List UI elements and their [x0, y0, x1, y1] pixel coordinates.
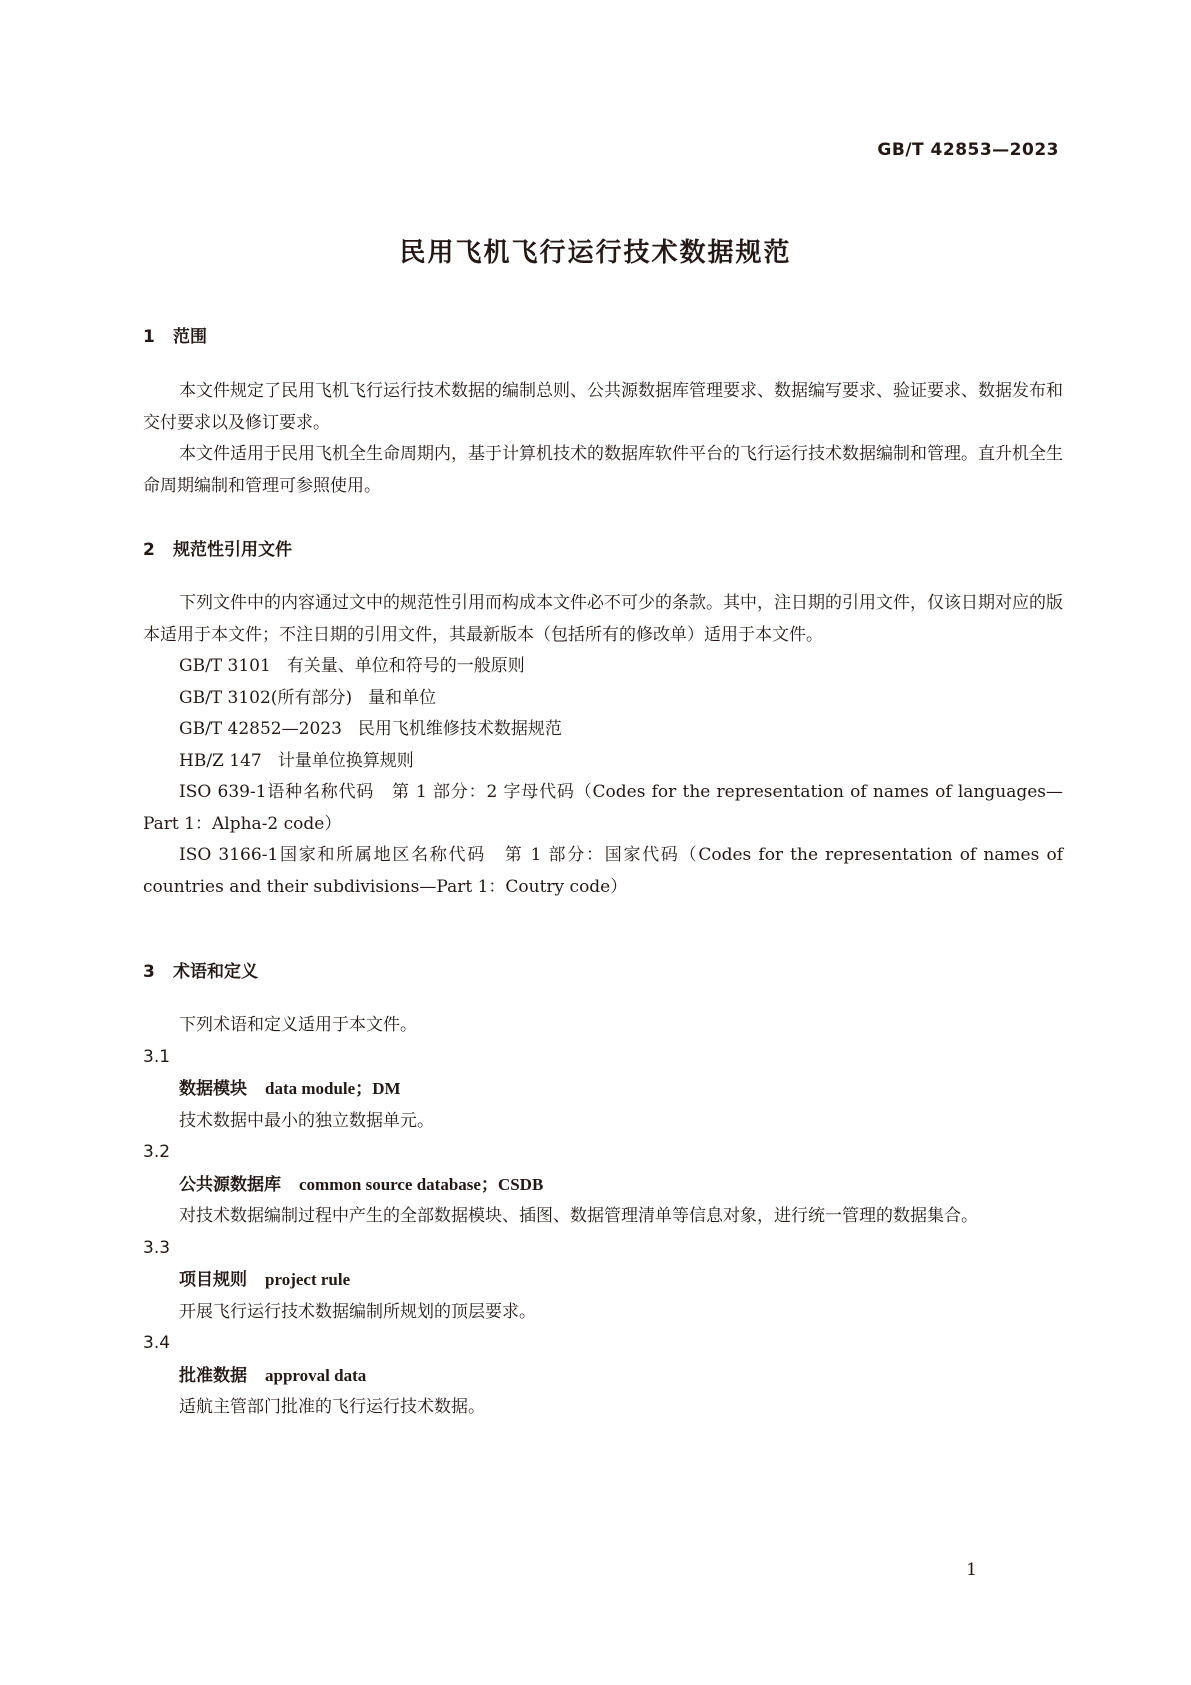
reference-item: [143, 714, 1063, 746]
paragraph: 本文件规定了民用飞机飞行运行技术数据的编制总则、公共源数据库管理要求、数据编写要求、验证要求、数据发布和交付要求以及修订要求。: [143, 381, 1063, 433]
reference-title: 计量单位换算规则: [277, 750, 414, 771]
term-en: project rule: [265, 1270, 351, 1289]
section-number: 3: [143, 962, 155, 982]
paragraph: 下列文件中的内容通过文中的规范性引用而构成本文件必不可少的条款。其中，注日期的引用文件，仅该日期对应的版本适用于本文件；不注日期的引用文件，其最新版本（包括所有的修改单）适用于本文件。: [143, 593, 1063, 645]
term-zh: 批准数据: [179, 1365, 247, 1386]
reference-item: [143, 651, 1063, 683]
term-name: [143, 1073, 1063, 1106]
reference-item: [143, 746, 1063, 778]
reference-title: 国家和所属地区名称代码 第 1 部分：国家代码（Codes for the representation of names of countries and their subdivisions—Part 1：Coutry code）: [143, 845, 1064, 897]
section-3-heading: [143, 957, 258, 982]
reference-code: GB/T 3101: [179, 656, 271, 676]
section-2-body: [143, 588, 1063, 903]
section-number: 1: [143, 327, 155, 347]
term-definition: 对技术数据编制过程中产生的全部数据模块、插图、数据管理清单等信息对象，进行统一管理的数据集合。: [179, 1206, 978, 1226]
term-name: [143, 1264, 1063, 1297]
reference-code: HB/Z 147: [179, 750, 262, 771]
reference-code: ISO 3166-1: [179, 845, 279, 865]
reference-item: [143, 683, 1063, 715]
reference-code: ISO 639-1: [179, 782, 267, 802]
section-title: 范围: [173, 327, 207, 347]
term-en: common source database；CSDB: [299, 1174, 544, 1194]
section-2-heading: [143, 535, 292, 560]
reference-title: 量和单位: [368, 687, 437, 708]
section-title: 术语和定义: [173, 962, 258, 982]
term-zh: 项目规则: [179, 1270, 247, 1290]
term-definition: 适航主管部门批准的飞行运行技术数据。: [179, 1397, 485, 1417]
standard-code: GB/T 42853—2023: [877, 140, 1059, 160]
reference-code: GB/T 42852—2023: [179, 719, 342, 739]
term-zh: 公共源数据库: [179, 1174, 281, 1195]
paragraph: 下列术语和定义适用于本文件。: [179, 1015, 417, 1035]
section-title: 规范性引用文件: [173, 540, 292, 560]
term-name: [143, 1360, 1063, 1393]
reference-title: 民用飞机维修技术数据规范: [357, 719, 562, 739]
term-name: [143, 1169, 1063, 1202]
reference-item: [143, 840, 1063, 903]
reference-title: 语种名称代码 第 1 部分：2 字母代码（Codes for the representation of names of languages—Part 1：Alpha-2 code）: [143, 782, 1063, 834]
page-number: 1: [966, 1560, 977, 1580]
document-title: 民用飞机飞行运行技术数据规范: [399, 238, 792, 268]
term-number: 3.3: [143, 1237, 171, 1258]
reference-item: [143, 777, 1063, 840]
section-number: 2: [143, 540, 155, 560]
term-number: 3.4: [143, 1333, 171, 1353]
section-1-heading: [143, 322, 207, 347]
term-number: 3.1: [143, 1046, 171, 1067]
term-definition: 技术数据中最小的独立数据单元。: [179, 1110, 434, 1131]
term-number: 3.2: [143, 1142, 171, 1162]
reference-code: GB/T 3102(所有部分): [179, 687, 353, 708]
section-1-body: [143, 376, 1063, 502]
reference-title: 有关量、单位和符号的一般原则: [286, 656, 525, 676]
term-en: approval data: [265, 1365, 367, 1385]
section-3-body: [143, 1010, 1063, 1424]
paragraph: 本文件适用于民用飞机全生命周期内，基于计算机技术的数据库软件平台的飞行运行技术数据编制和管理。直升机全生命周期编制和管理可参照使用。: [143, 444, 1063, 496]
term-en: data module；DM: [265, 1079, 401, 1098]
term-zh: 数据模块: [179, 1079, 247, 1099]
term-definition: 开展飞行运行技术数据编制所规划的顶层要求。: [179, 1301, 536, 1322]
